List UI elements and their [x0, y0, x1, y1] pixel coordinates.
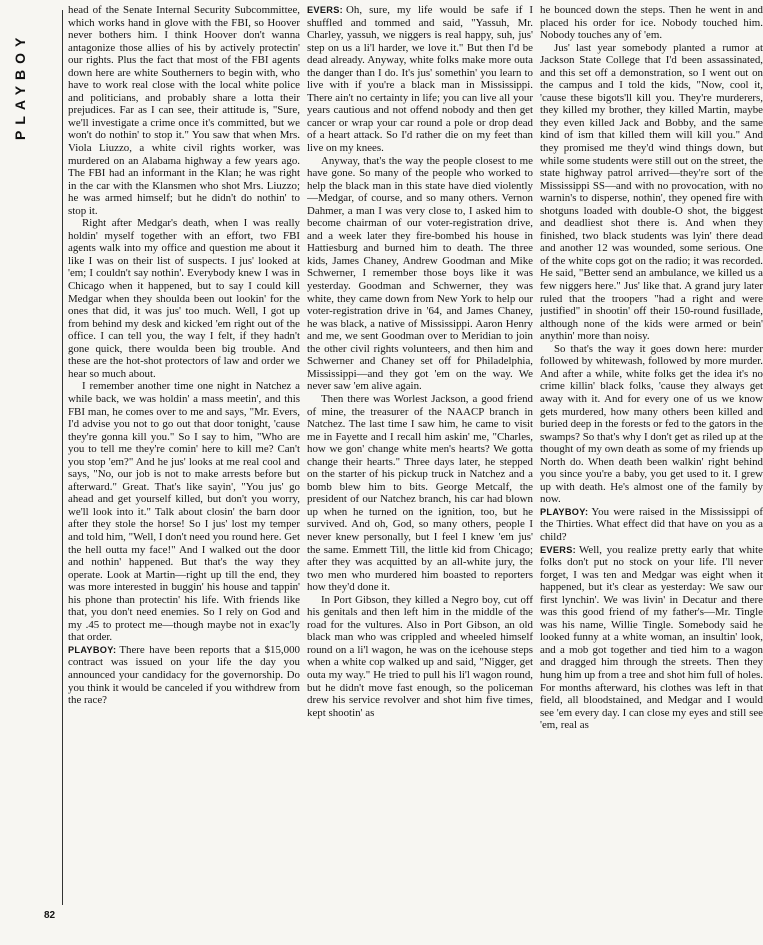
paragraph [68, 380, 300, 643]
continued-paragraph [68, 4, 300, 217]
speaker-label: EVERS: [540, 544, 577, 555]
paragraph [540, 42, 763, 343]
paragraph-text: In Port Gibson, they killed a Negro boy, cut off his genitals and then left him in the middle of the road for the vultures. Also in Port Gibson, an old black man who was crippled and wheeled himself round on a li'l wagon, he was on the icehouse steps when a white cop walked up and said, "Nigger, get outa my way." He tried to pull his li'l wagon round, but he didn't move fast enough, so the policeman drew his service revolver and shot him five times, kept shootin' as [307, 593, 533, 719]
margin-rule [62, 10, 63, 905]
speaker-label: PLAYBOY: [68, 644, 117, 655]
paragraph [307, 594, 533, 719]
paragraph-text: he bounced down the steps. Then he went in and placed his order for ice. Nobody touched him. Nobody touches any of 'em. [540, 4, 763, 42]
paragraph-text: Anyway, that's the way the people closest to me have gone. So many of the people who worked to help the black man in this state have died violently—Medgar, of course, and so many others. Vernon Dahmer, a man I was very close to, I asked him to become chairman of our voter-registration drive, and a week later they fire-bombed his house in Hattiesburg and burned him to death. The three kids, James Chaney, Andrew Goodman and Mike Schwerner, I remember those boys like it was yesterday. Goodman and Schwerner, they was white, they came down from New York to help our voter-registration drive in '64, and James Chaney, he was black, a native of Mississippi. Aaron Henry and me, we sent Goodman over to Meridian to join the other civil rights volunteers, and then him and Schwerner and Chaney set off for Philadelphia, Mississippi—and they got 'em on the way. We never saw 'em alive again. [307, 154, 533, 393]
paragraph [307, 155, 533, 393]
paragraph-text: head of the Senate Internal Security Subcommittee, which works hand in glove with the FBI, so Hoover never bothers him. I think Hoover don't wanna antagonize those allies of his by actively protectin' our rights. Plus the fact that most of the FBI agents down here are white Southerners to begin with, who have to work real close with the local white police and politicians, and probably share a lotta their prejudices. Far as I can see, their attitude is, "Sure, we'll investigate a crime once it's committed, but we won't do nothin' to stop it." You saw that when Mrs. Viola Liuzzo, a white civil rights worker, was murdered on an Alabama highway a few years ago. The FBI had an informant in the Klan; he was right in the car with the Klansmen who shot Mrs. Liuzzo; he was armed himself; but he didn't do nothin' to stop it. [68, 4, 300, 217]
paragraph-text: Well, you realize pretty early that white folks don't put no stock on your life. I'll never forget, I was ten and Medgar was eight when it happened, but it's clear as yesterday: We saw our first lynchin'. We was livin' in Decatur and there was this good friend of my father's—Mr. Tingle was his name, Willie Tingle. Somebody said he looked funny at a white woman, an insultin' look, and a mob got together and tied him to a wagon and dragged him through the streets. Then they hung him up from a tree and shot him full of holes. For months afterward, his clothes was left in that field, all bloodstained, and Medgar and I would see 'em every day. I can close my eyes and still see 'em, real as [540, 543, 763, 732]
interviewee-answer [540, 544, 763, 732]
paragraph-text: Right after Medgar's death, when I was really holdin' myself together with an effort, two FBI agents walk into my office and question me about it like I was on their list of suspects. I jus' looked at 'em; I couldn't say nothin'. Everybody knew I was in Chicago when it happened, but to say I could kill Medgar when they shoulda been out lookin' for the ones that did, it was jus' too much. Well, I got up from behind my desk and kicked 'em right out of the office. I can tell you, the way I felt, if they hadn't gone quick, there woulda been big trouble. And these are the hot-shot protectors of law and order we hear so much about. [68, 217, 300, 380]
paragraph-text: Then there was Worlest Jackson, a good friend of mine, the treasurer of the NAACP branch in Natchez. The last time I saw him, he came to visit me in Fayette and I recall him askin' me, "Charles, how we gon' change white men's hearts? We gotta change their hearts." Three days later, he stepped on the starter of his pickup truck in Natchez and a bomb blew him to bits. George Metcalf, the president of our Natchez branch, his car had blown up when he turned on the ignition, too, but he survived. And oh, God, so many others, people I never knew personally, but I feel I knew 'em jus' the same. Emmett Till, the little kid from Chicago; after they was acquitted by an all-white jury, the two men who murdered him boasted to reporters how they'd done it. [307, 392, 533, 594]
interviewee-answer [307, 4, 533, 155]
column-3 [540, 4, 763, 939]
paragraph-text: You were raised in the Mississippi of the Thirties. What effect did that have on you as a child? [540, 505, 763, 543]
paragraph [307, 393, 533, 594]
interviewer-question [68, 644, 300, 707]
speaker-label: EVERS: [307, 5, 344, 15]
paragraph [540, 343, 763, 506]
paragraph-text: There have been reports that a $15,000 contract was issued on your life the day you announced your candidacy for the governorship. Do you think it would be canceled if you withdrew from the race? [68, 643, 300, 707]
paragraph-text: Jus' last year somebody planted a rumor at Jackson State College that I'd been assassinated, and this set off a demonstration, so I went out on the campus and I told the kids, "Now, cool it, 'cause these bigots'll kill you. They're murderers, they killed my brother, they killed Martin, maybe they even killed Jack and Bobby, and the same kind of ism that killed them will kill you." And they promised me they'd wind things down, but while some students were still out on the street, the state highway patrol arrived—they're sort of the Mississippi SS—and with no provocation, with no warnin's to disperse, nothin', they opened fire with shotguns loaded with double-O shot, the biggest and deadliest shot there is. And when they finished, two black students was lyin' there dead and another 12 was wounded, some serious. One of the white cops got on the radio; it was recorded. He said, "Better send an ambulance, we killed us a few niggers here." Jus' like that. A grand jury later ruled that the troopers "had a right and were justified" in shootin' off their 150-round fusillade, although none of the kids were armed or bein' anythin' more than noisy. [540, 41, 763, 343]
paragraph [68, 217, 300, 380]
paragraph-text: Oh, sure, my life would be safe if I shuffled and tommed and said, "Yassuh, Mr. Charley, yassuh, we niggers is real happy, suh, jus' step on us a li'l harder, we love it." But then I'd be dead already. Anyway, white folks make more outa the danger than I do. It's jus' somethin' you learn to live with if you're a black man in Mississippi. There ain't no certainty in life; you can live all your years cautious and not offend nobody and then get cancer or wrap your car round a pole or drop dead of a heart attack. So I'd rather die on my feet than live on my knees. [307, 4, 533, 155]
continued-paragraph [540, 4, 763, 42]
interviewer-question [540, 506, 763, 544]
masthead: PLAYBOY [12, 31, 28, 141]
column-2 [307, 4, 533, 939]
paragraph-text: I remember another time one night in Natchez a while back, we was holdin' a mass meetin', and this FBI man, he comes over to me and says, "Mr. Evers, I'd advise you not to go out that door tonight, 'cause they're gonna kill you." So I say to him, "Who are you to tell me they're comin' here to kill me? Can't you stop 'em?" And he jus' looks at me real cool and says, "No, our job is not to make arrests before but afterward." Great. That's like sayin', "You jus' go ahead and get yourself killed, but don't you worry, we'll look into it." Talk about closin' the barn door after they stole the horse! So I jus' lost my temper and told him, "Well, I don't need you round here. Get the hell outta my face!" And I walked out the door and nothin' happened. But that's the way they operate. Look at Martin—right up till the end, they was more interested in buggin' his house and tappin' his phone than protectin' his life. With friends like that, you don't need enemies. So I rely on God and my .45 to protect me—though maybe not in exac'ly that order. [68, 380, 300, 644]
column-1 [68, 4, 300, 939]
page-number: 82 [44, 910, 56, 921]
speaker-label: PLAYBOY: [540, 506, 589, 517]
paragraph-text: So that's the way it goes down here: murder followed by whitewash, followed by more murder. And after a while, white folks get the idea it's no crime killin' black folks, 'cause they always get away with it. And for every one of us we know gets murdered, how many others been killed and buried deep in the forests or fed to the gators in the swamps? So that's why I don't get as riled up at the thought of my own death as some of my friends up North do. When death been walkin' right behind you since you're a baby, you get used to it. I grew up with death. He's almost one of the family by now. [540, 342, 763, 506]
